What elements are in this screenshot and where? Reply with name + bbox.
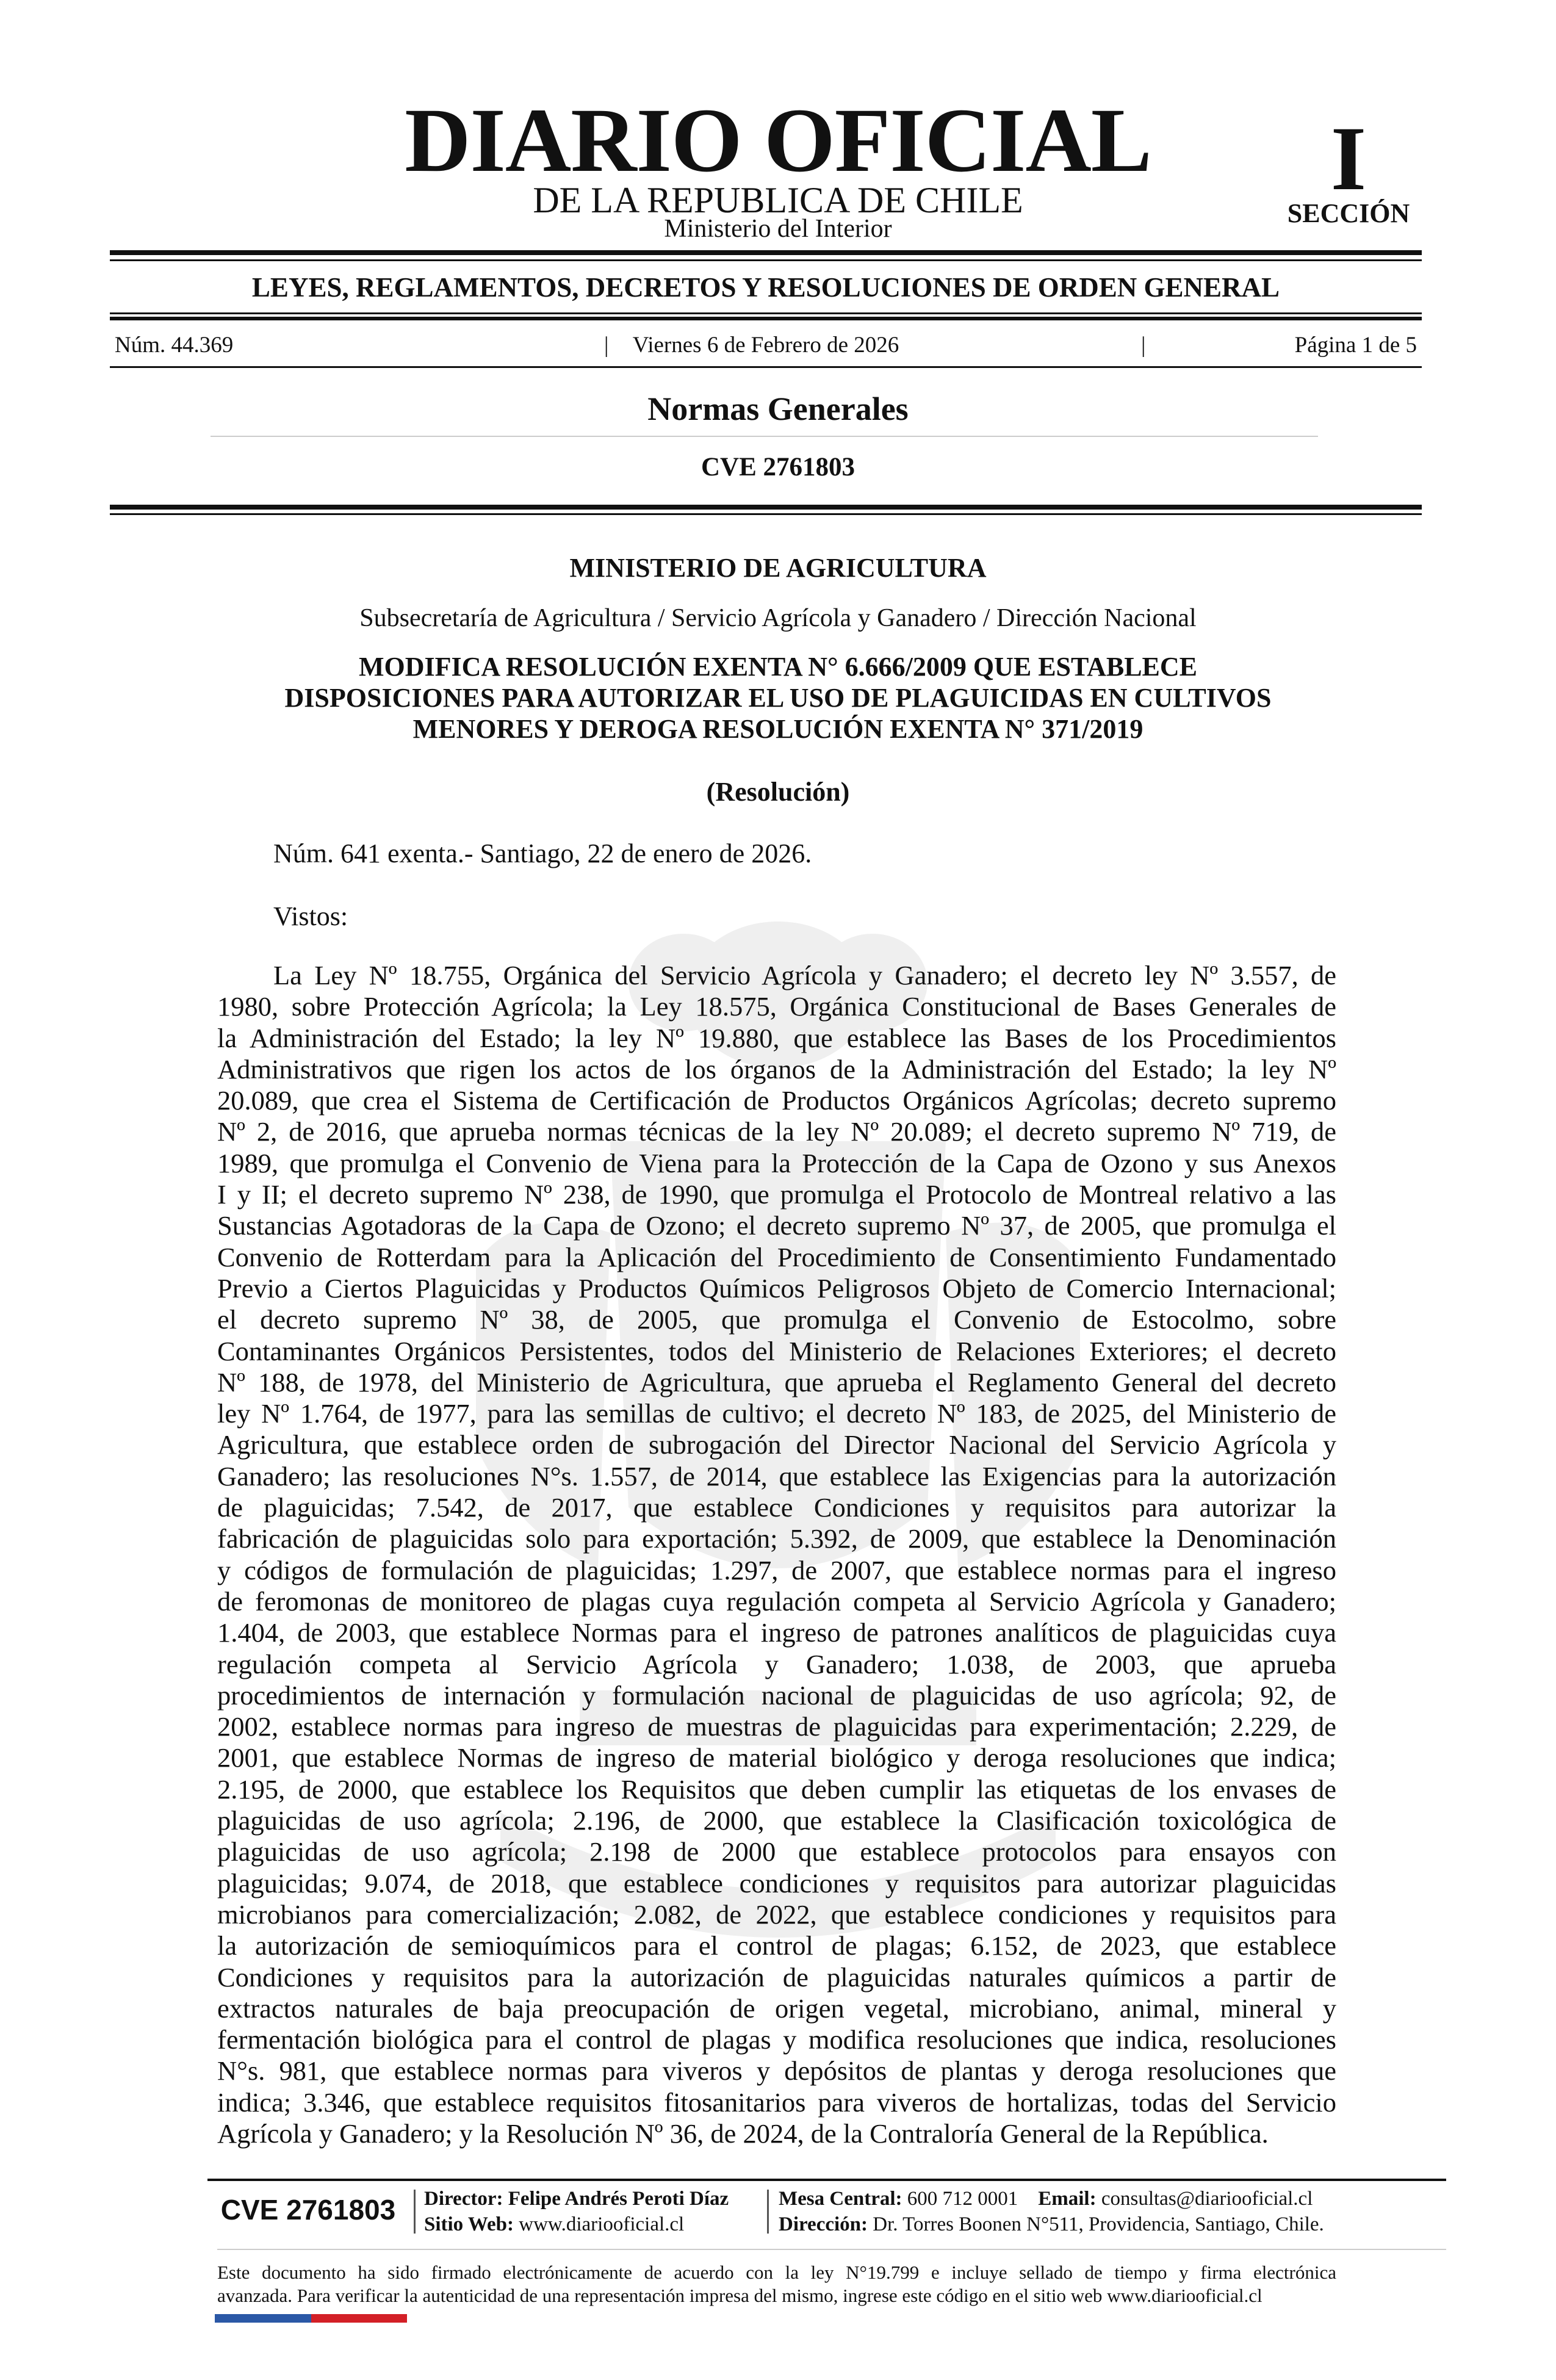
paragraph-line: fabricación de plaguicidas solo para exportación; 5.392, de 2009, que establece la Denominación [217,1523,1336,1554]
masthead-title: DIARIO OFICIAL [405,90,1151,191]
paragraph-line: 2001, que establece Normas de ingreso de material biológico y deroga resoluciones que indica; [217,1742,1336,1773]
issue-separator: | [604,333,609,358]
address-value: Dr. Torres Boonen N°511, Providencia, Santiago, Chile. [873,2213,1324,2235]
footer-contact-left [424,2186,729,2237]
paragraph-line: y códigos de formulación de plaguicidas; 1.297, de 2007, que establece normas para el ingreso [217,1554,1336,1585]
paragraph-line: procedimientos de internación y formulación nacional de plaguicidas de uso agrícola; 92, de [217,1679,1336,1711]
vistos-paragraph [217,960,1336,2149]
footer-separator [767,2190,769,2234]
paragraph-line: la autorización de semioquímicos para el control de plagas; 6.152, de 2023, que establece [217,1930,1336,1961]
issue-rule [110,366,1422,368]
footer-contact-right [779,2186,1324,2237]
paragraph-line: 1989, que promulga el Convenio de Viena para la Protección de la Capa de Ozono y sus Anexos [217,1147,1336,1178]
footer-rule-light [217,2249,1446,2250]
paragraph-line: indica; 3.346, que establece requisitos fitosanitarios para viveros de hortalizas, todas del Servicio [217,2086,1336,2118]
resolution-title-line: MENORES Y DEROGA RESOLUCIÓN EXENTA N° 371/2019 [412,714,1144,744]
paragraph-line: extractos naturales de baja preocupación de origen vegetal, microbiano, animal, mineral y [217,1992,1336,2024]
site-link[interactable]: www.diariooficial.cl [519,2213,685,2235]
paragraph-line: fermentación biológica para el control de plagas y modifica resoluciones que indica, resoluciones [217,2024,1336,2055]
resolution-title [183,651,1373,749]
paragraph-line: microbianos para comercialización; 2.082, de 2022, que establece condiciones y requisitos para [217,1899,1336,1930]
section-heading-rule [211,436,1318,437]
paragraph-line: plaguicidas de uso agrícola; 2.198 de 2000 que establece protocolos para ensayos con [217,1836,1336,1867]
resolution-number: Núm. 641 exenta.- Santiago, 22 de enero de 2026. [273,838,812,868]
footer-separator [414,2190,416,2234]
paragraph-line: 1.404, de 2003, que establece Normas para el ingreso de patrones analíticos de plaguicidas cuya [217,1617,1336,1648]
paragraph-line: N°s. 981, que establece normas para viveros y depósitos de plantas y deroga resoluciones que [217,2055,1336,2086]
issue-page: Página 1 de 5 [1294,333,1417,358]
paragraph-line: 2002, establece normas para ingreso de muestras de plaguicidas para experimentación; 2.229, de [217,1711,1336,1742]
footer-rule [207,2179,1446,2181]
banner-rule-thick [110,317,1422,320]
paragraph-line: 1980, sobre Protección Agrícola; la Ley 18.575, Orgánica Constitucional de Bases Generales de [217,991,1336,1022]
masthead-rule-thin [110,259,1422,261]
paragraph-line: Nº 188, de 1978, del Ministerio de Agricultura, que aprueba el Reglamento General del decreto [217,1366,1336,1397]
section-label: SECCIÓN [1287,198,1410,228]
paragraph-line: plaguicidas; 9.074, de 2018, que establece condiciones y requisitos para autorizar plaguicidas [217,1867,1336,1899]
masthead-subtitle: DE LA REPUBLICA DE CHILE [533,180,1023,220]
paragraph-line: la Administración del Estado; la ley Nº 19.880, que establece las Bases de los Procedimientos [217,1022,1336,1053]
issue-info-row [110,330,1422,361]
address-label: Dirección: [779,2213,868,2235]
paragraph-line: Administrativos que rigen los actos de los órganos de la Administración del Estado; la ley Nº [217,1053,1336,1084]
paragraph-line: Agricultura, que establece orden de subrogación del Director Nacional del Servicio Agrícola y [217,1429,1336,1460]
phone-label: Mesa Central: [779,2188,902,2210]
director-label: Director: [424,2188,503,2210]
vistos-label: Vistos: [273,901,348,931]
paragraph-line: Sustancias Agotadoras de la Capa de Ozono; el decreto supremo Nº 37, de 2005, que promulga el [217,1210,1336,1241]
ministry-heading: MINISTERIO DE AGRICULTURA [569,553,987,583]
paragraph-line: de feromonas de monitoreo de plagas cuya regulación competa al Servicio Agrícola y Ganadero; [217,1585,1336,1617]
footer-disclaimer [217,2261,1336,2307]
cve-code: CVE 2761803 [701,453,855,481]
paragraph-line: La Ley Nº 18.755, Orgánica del Servicio Agrícola y Ganadero; el decreto ley Nº 3.557, de [273,960,1336,990]
phone-value: 600 712 0001 [907,2188,1018,2210]
paragraph-line: ley Nº 1.764, de 1977, para las semillas de cultivo; el decreto Nº 183, de 2025, del Ministerio de [217,1398,1336,1429]
flag-blue-stripe [215,2314,311,2323]
paragraph-line: de plaguicidas; 7.542, de 2017, que establece Condiciones y requisitos para autorizar la [217,1492,1336,1523]
disclaimer-line: Este documento ha sido firmado electrónicamente de acuerdo con la ley N°19.799 e incluye sellado de tiempo y firma electrónica [217,2262,1336,2283]
resolution-kind: (Resolución) [706,777,850,807]
paragraph-line: Ganadero; las resoluciones N°s. 1.557, de 2014, que establece las Exigencias para la autorización [217,1460,1336,1491]
site-label: Sitio Web: [424,2213,514,2235]
masthead-ministry: Ministerio del Interior [664,215,892,243]
director-name: Felipe Andrés Peroti Díaz [508,2188,729,2210]
banner-rule-thin [110,312,1422,314]
paragraph-line: I y II; el decreto supremo Nº 238, de 1990, que promulga el Protocolo de Montreal relativo a las [217,1179,1336,1210]
cve-rule-thick [110,505,1422,510]
paragraph-line: Contaminantes Orgánicos Persistentes, todos del Ministerio de Relaciones Exteriores; el decreto [217,1335,1336,1366]
paragraph-line: plaguicidas de uso agrícola; 2.196, de 2000, que establece la Clasificación toxicológica de [217,1805,1336,1836]
paragraph-line: Nº 2, de 2016, que aprueba normas técnicas de la ley Nº 20.089; el decreto supremo Nº 719, de [217,1116,1336,1147]
paragraph-line: Agrícola y Ganadero; y la Resolución Nº 36, de 2024, de la Contraloría General de la República. [217,2118,1269,2149]
resolution-title-line: MODIFICA RESOLUCIÓN EXENTA N° 6.666/2009 QUE ESTABLECE [358,652,1198,682]
cve-rule-thin [110,513,1422,515]
issue-date: Viernes 6 de Febrero de 2026 [632,333,899,358]
footer-cve-code: CVE 2761803 [220,2194,396,2226]
issue-separator: | [1141,333,1146,358]
masthead-rule-thick [110,250,1422,255]
disclaimer-line: avanzada. Para verificar la autenticidad de una representación impresa del mismo, ingrese este código en el sitio web www.diariooficial.cl [217,2285,1262,2306]
paragraph-line: Convenio de Rotterdam para la Aplicación del Procedimiento de Consentimiento Fundamentado [217,1241,1336,1272]
paragraph-line: regulación competa al Servicio Agrícola y Ganadero; 1.038, de 2003, que aprueba [217,1648,1336,1679]
section-number: I [1330,108,1367,209]
email-link[interactable]: consultas@diariooficial.cl [1101,2188,1313,2210]
paragraph-line: 2.195, de 2000, que establece los Requisitos que deben cumplir las etiquetas de los envases de [217,1773,1336,1805]
paragraph-line: el decreto supremo Nº 38, de 2005, que promulga el Convenio de Estocolmo, sobre [217,1304,1336,1335]
issue-number: Núm. 44.369 [115,333,234,358]
section-heading: Normas Generales [647,391,909,427]
flag-red-stripe [311,2314,407,2323]
chile-flag-bar [215,2314,407,2323]
sub-ministry: Subsecretaría de Agricultura / Servicio Agrícola y Ganadero / Dirección Nacional [359,604,1197,632]
paragraph-line: Condiciones y requisitos para la autorización de plaguicidas naturales químicos a partir de [217,1961,1336,1992]
header-banner: LEYES, REGLAMENTOS, DECRETOS Y RESOLUCIONES DE ORDEN GENERAL [251,272,1280,303]
paragraph-line: 20.089, que crea el Sistema de Certificación de Productos Orgánicos Agrícolas; decreto supremo [217,1085,1336,1116]
paragraph-line: Previo a Ciertos Plaguicidas y Productos Químicos Peligrosos Objeto de Comercio Internacional; [217,1272,1336,1304]
email-label: Email: [1038,2188,1097,2210]
resolution-title-line: DISPOSICIONES PARA AUTORIZAR EL USO DE PLAGUICIDAS EN CULTIVOS [284,683,1272,713]
